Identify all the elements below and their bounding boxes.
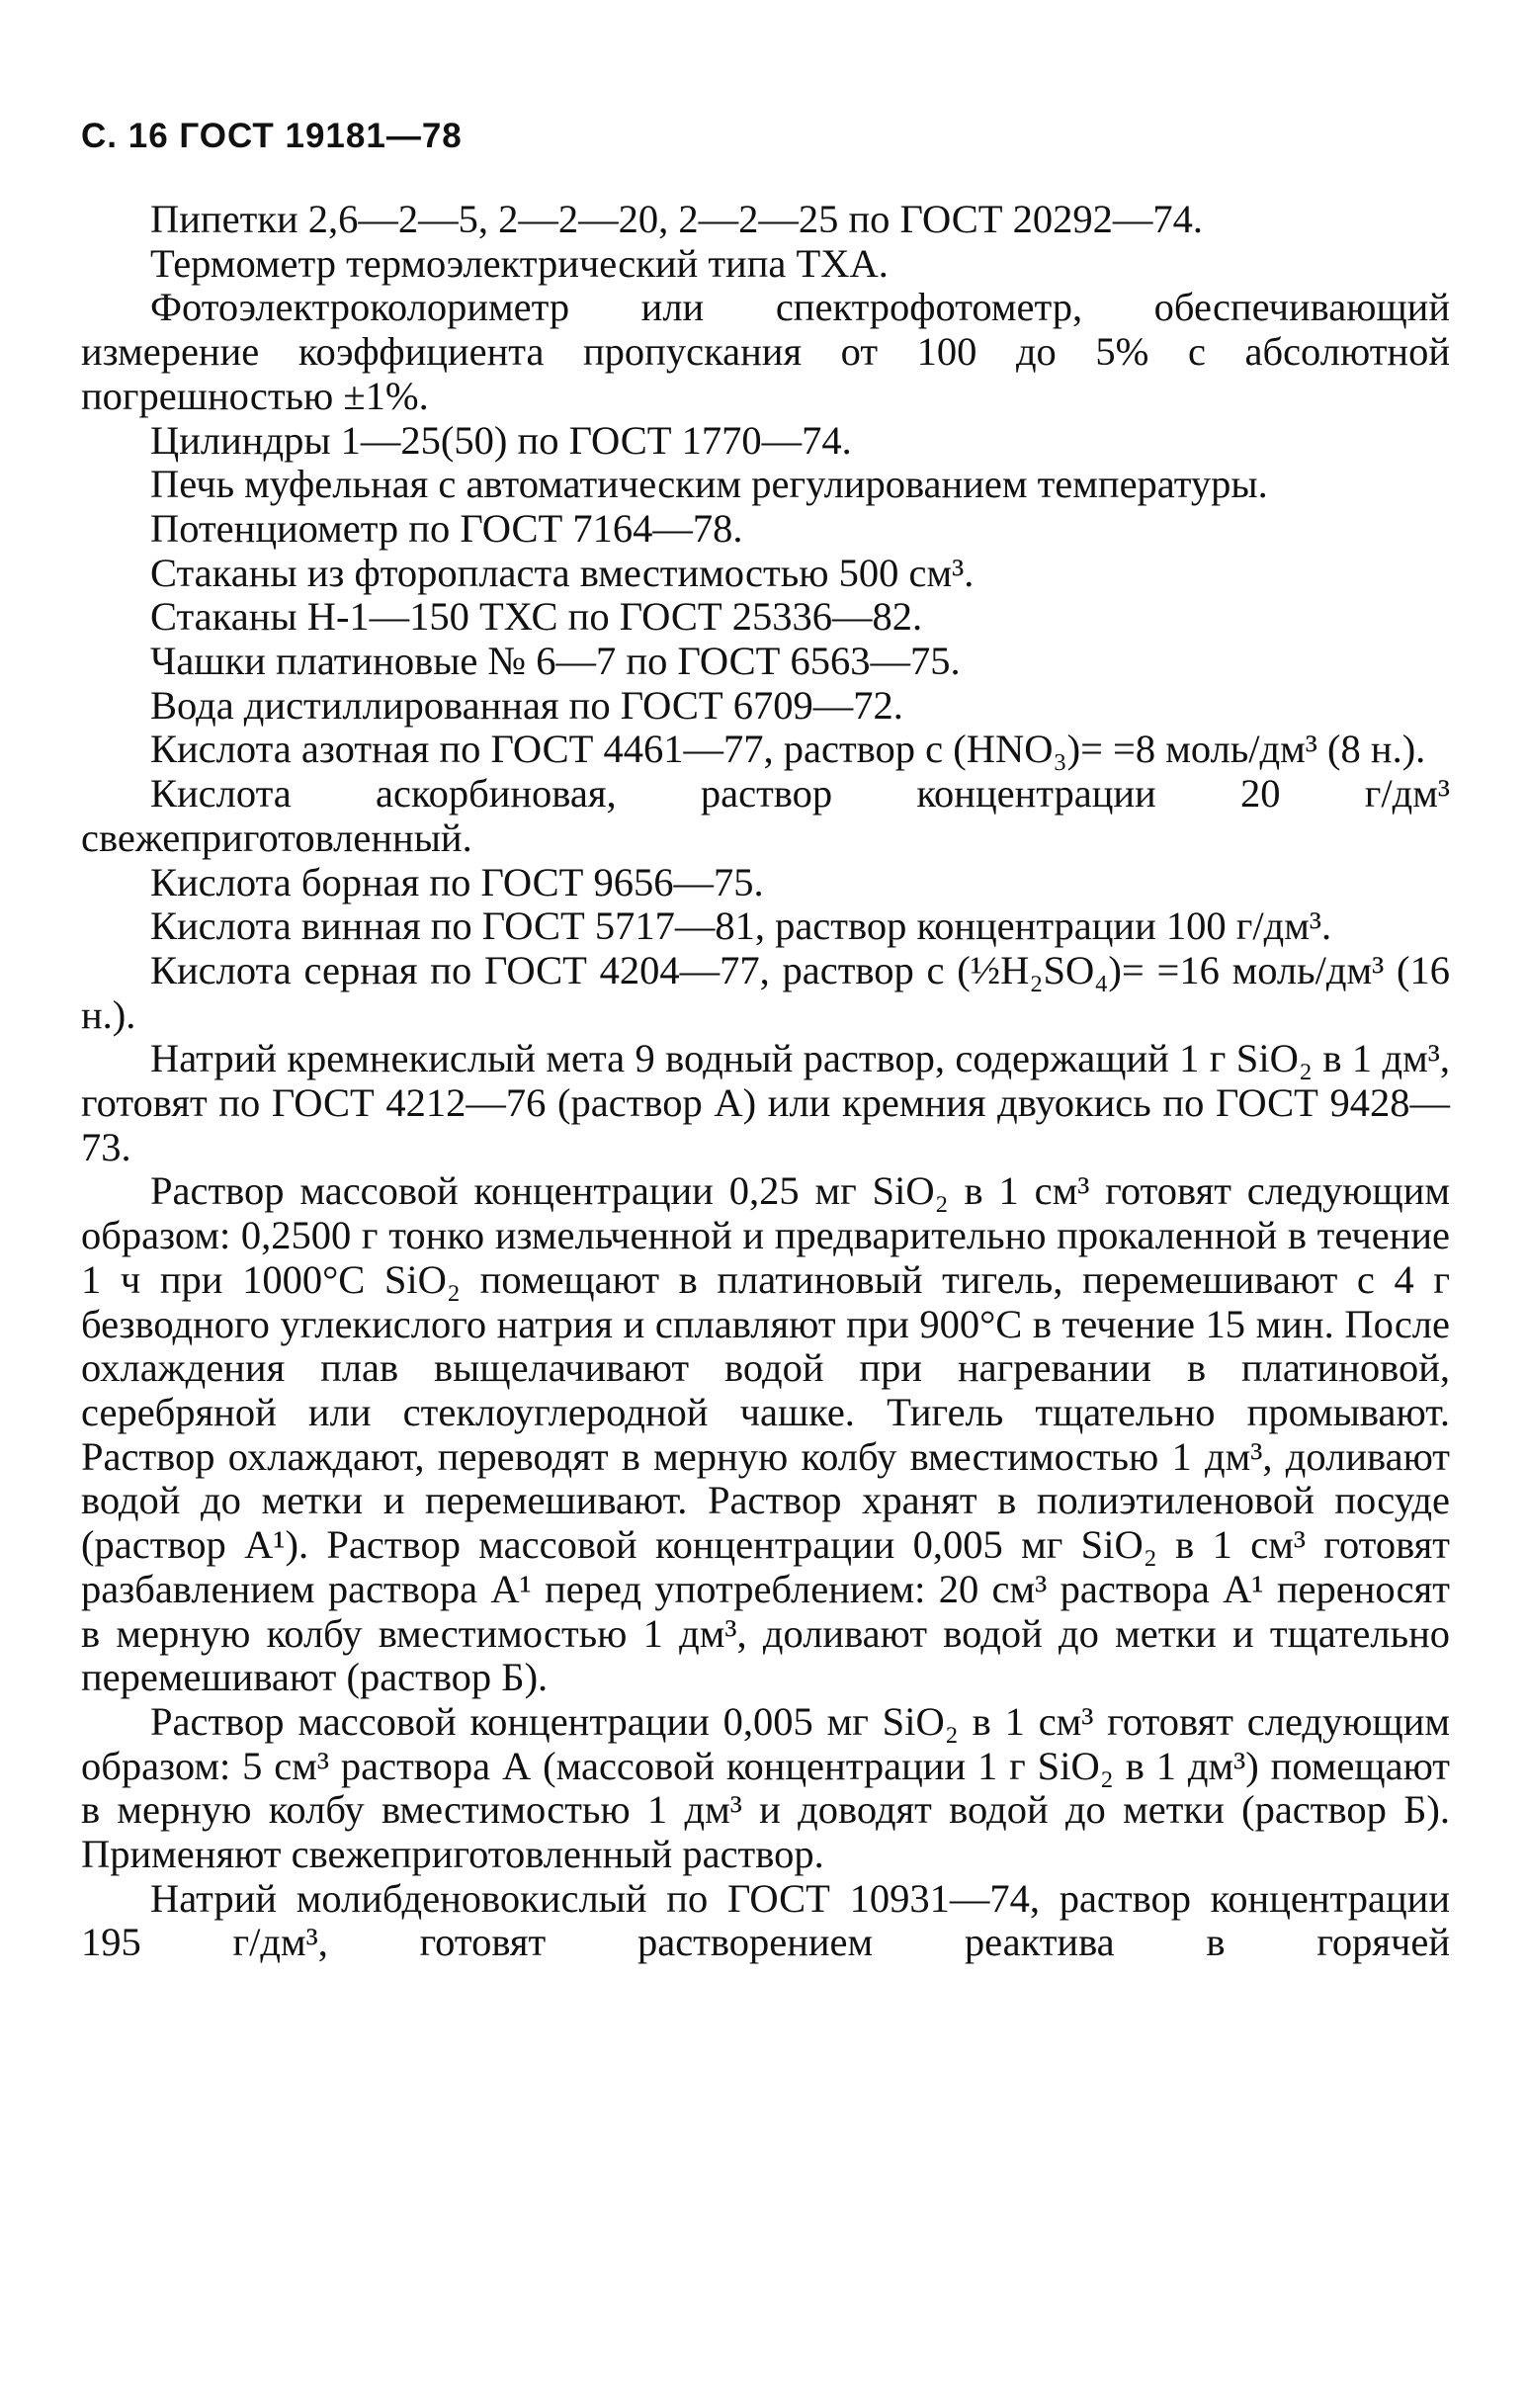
paragraph-sulfuric-acid: Кислота серная по ГОСТ 4204—77, раствор с (½H₂SO₄)= =16 моль/дм³ (16 н.).	[81, 947, 1450, 1037]
paragraph-photocolorimeter: Фотоэлектроколориметр или спектрофотометр, обеспечивающий измерение коэффициента пропускания от 100 до 5% с абсолютной погрешностью ±1%.	[81, 285, 1450, 418]
paragraph-platinum-dishes: Чашки платиновые № 6—7 по ГОСТ 6563—75.	[150, 639, 961, 684]
paragraph-solution-a1: Раствор массовой концентрации 0,25 мг SiO₂ в 1 см³ готовят следующим образом: 0,2500 г тонко измельченной и предварительно прокаленной в течение 1 ч при 1000°С SiO₂ помещают в платиновый тигель, перемешивают с 4 г безводного углекислого натрия и сплавляют при 900°С в течение 15 мин. После охлаждения плав выщелачивают водой при нагревании в платиновой, серебряной или стеклоуглеродной чашке. Тигель тщательно промывают. Раствор охлаждают, переводят в мерную колбу вместимостью 1 дм³, доливают водой до метки и перемешивают. Раствор хранят в полиэтиленовой посуде (раствор А¹). Раствор массовой концентрации 0,005 мг SiO₂ в 1 см³ готовят разбавлением раствора А¹ перед употреблением: 20 см³ раствора А¹ переносят в мерную колбу вместимостью 1 дм³, доливают водой до метки и тщательно перемешивают (раствор Б).	[81, 1168, 1450, 1700]
page-header: С. 16 ГОСТ 19181—78	[81, 117, 463, 155]
paragraph-distilled-water: Вода дистиллированная по ГОСТ 6709—72.	[150, 682, 903, 728]
paragraph-cylinders: Цилиндры 1—25(50) по ГОСТ 1770—74.	[150, 417, 852, 463]
paragraph-tartaric-acid: Кислота винная по ГОСТ 5717—81, раствор концентрации 100 г/дм³.	[150, 903, 1332, 949]
paragraph-potentiometer: Потенциометр по ГОСТ 7164—78.	[150, 505, 743, 551]
document-body	[81, 198, 1450, 1965]
paragraph-pipettes: Пипетки 2,6—2—5, 2—2—20, 2—2—25 по ГОСТ 20292—74.	[150, 197, 1203, 241]
paragraph-fluoroplastic-beakers: Стаканы из фторопласта вместимостью 500 см³.	[150, 550, 975, 595]
paragraph-ascorbic-acid: Кислота аскорбиновая, раствор концентрации 20 г/дм³ свежеприготовленный.	[81, 771, 1450, 860]
paragraph-nitric-acid: Кислота азотная по ГОСТ 4461—77, раствор с (HNO₃)= =8 моль/дм³ (8 н.).	[150, 727, 1426, 772]
paragraph-sodium-molybdate: Натрий молибденовокислый по ГОСТ 10931—74, раствор концентрации 195 г/дм³, готовят растворением реактива в горячей	[81, 1875, 1450, 1965]
paragraph-thermometer: Термометр термоэлектрический типа ТХА.	[150, 240, 889, 286]
paragraph-muffle-furnace: Печь муфельная с автоматическим регулированием температуры.	[150, 462, 1268, 507]
paragraph-beakers: Стаканы Н-1—150 ТХС по ГОСТ 25336—82.	[150, 594, 923, 640]
paragraph-sodium-metasilicate: Натрий кремнекислый мета 9 водный раствор, содержащий 1 г SiO₂ в 1 дм³, готовят по ГОСТ 4212—76 (раствор А) или кремния двуокись по ГОСТ 9428—73.	[81, 1036, 1450, 1169]
paragraph-solution-b: Раствор массовой концентрации 0,005 мг SiO₂ в 1 см³ готовят следующим образом: 5 см³ раствора А (массовой концентрации 1 г SiO₂ в 1 дм³) помещают в мерную колбу вместимостью 1 дм³ и доводят водой до метки (раствор Б). Применяют свежеприготовленный раствор.	[81, 1698, 1450, 1877]
paragraph-boric-acid: Кислота борная по ГОСТ 9656—75.	[150, 859, 764, 904]
